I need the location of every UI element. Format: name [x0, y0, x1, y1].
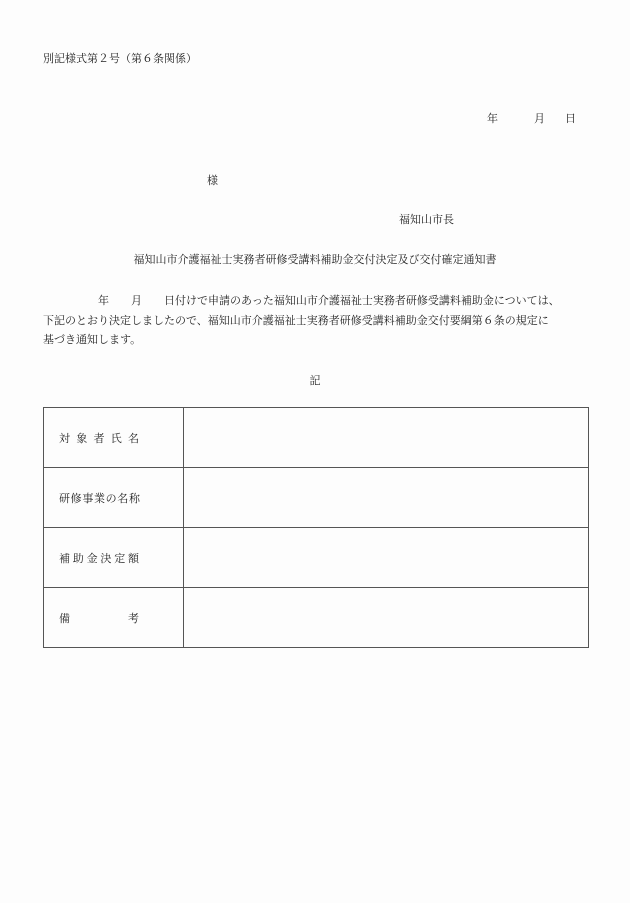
document-title: 福知山市介護福祉士実務者研修受講料補助金交付決定及び交付確定通知書 [133, 253, 497, 266]
table-row [44, 528, 589, 588]
date-line [487, 110, 576, 126]
table-row [44, 408, 589, 468]
sender: 福知山市長 [399, 213, 454, 226]
body-line-2: 下記のとおり決定しましたので、福知山市介護福祉士実務者研修受講料補助金交付要綱第６条の規定に [43, 313, 549, 327]
addressee-honorific: 様 [207, 174, 218, 187]
label-grant-amount: 補 助 金 決 定 額 [44, 528, 184, 588]
form-number: 別記様式第２号（第６条関係） [43, 52, 197, 65]
body-text [43, 291, 588, 350]
value-grant-amount[interactable] [184, 528, 589, 588]
label-remarks: 備 考 [44, 588, 184, 648]
body-line-3: 基づき通知します。 [43, 333, 142, 346]
table-row [44, 588, 589, 648]
value-training-name[interactable] [184, 468, 589, 528]
body-line-1: 年 月 日付けで申請のあった福知山市介護福祉士実務者研修受講料補助金については、 [43, 294, 560, 307]
label-training-name: 研 修 事 業 の 名 称 [44, 468, 184, 528]
table-row [44, 468, 589, 528]
value-remarks[interactable] [184, 588, 589, 648]
day-label: 日 [565, 112, 576, 125]
month-label: 月 [534, 112, 545, 125]
ki-heading: 記 [309, 374, 321, 387]
label-subject-name: 対 象 者 氏 名 [44, 408, 184, 468]
value-subject-name[interactable] [184, 408, 589, 468]
year-label: 年 [487, 112, 498, 125]
info-table [43, 407, 589, 648]
